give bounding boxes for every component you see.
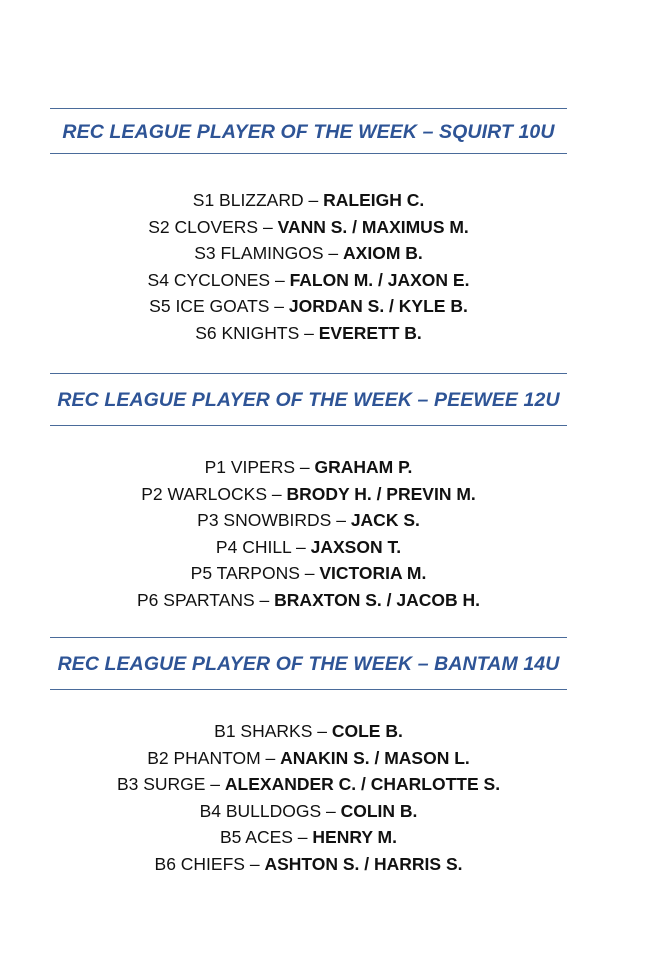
section-header-peewee-12u xyxy=(50,373,567,426)
list-item xyxy=(50,240,567,267)
separator: – xyxy=(260,747,281,768)
separator: – xyxy=(291,536,311,557)
separator: – xyxy=(303,190,324,210)
list-item xyxy=(50,560,567,587)
separator: – xyxy=(299,563,320,583)
list-item xyxy=(50,293,567,320)
team-name: P4 CHILL xyxy=(215,536,292,557)
list-item xyxy=(50,824,567,851)
separator: – xyxy=(205,774,225,794)
list-item xyxy=(50,481,567,508)
separator: – xyxy=(321,800,341,821)
team-name: S5 ICE GOATS xyxy=(149,296,270,316)
list-item xyxy=(50,745,567,772)
team-name: B3 SURGE xyxy=(116,774,206,794)
player-name: FALON M. / JAXON E. xyxy=(289,269,470,290)
team-name: P5 TARPONS xyxy=(190,563,300,583)
separator: – xyxy=(244,853,265,874)
team-name: S1 BLIZZARD xyxy=(192,190,304,210)
list-item xyxy=(50,851,567,878)
player-name: JORDAN S. / KYLE B. xyxy=(288,296,468,316)
list-item xyxy=(50,454,567,481)
separator: – xyxy=(331,510,351,530)
team-name: B2 PHANTOM xyxy=(147,747,261,768)
separator: – xyxy=(269,296,289,316)
list-item xyxy=(50,587,567,614)
section-title: REC LEAGUE PLAYER OF THE WEEK – BANTAM 14U xyxy=(57,653,560,675)
section-bantam-14u xyxy=(50,637,567,877)
section-peewee-12u xyxy=(50,373,567,613)
team-name: B6 CHIEFS xyxy=(154,853,245,874)
entry-list-bantam-14u xyxy=(50,718,567,877)
entry-list-peewee-12u xyxy=(50,454,567,613)
player-name: COLE B. xyxy=(331,721,403,741)
list-item xyxy=(50,771,567,798)
player-name: JAXSON T. xyxy=(310,536,402,557)
separator: – xyxy=(323,243,344,263)
team-name: S2 CLOVERS xyxy=(148,216,259,237)
list-item xyxy=(50,534,567,561)
player-name: VICTORIA M. xyxy=(319,563,427,583)
player-name: BRODY H. / PREVIN M. xyxy=(286,483,476,504)
player-name: RALEIGH C. xyxy=(323,190,425,210)
team-name: S4 CYCLONES xyxy=(147,269,271,290)
list-item xyxy=(50,798,567,825)
team-name: B1 SHARKS xyxy=(214,721,313,741)
team-name: P3 SNOWBIRDS xyxy=(197,510,332,530)
section-header-bantam-14u xyxy=(50,637,567,690)
separator: – xyxy=(312,721,332,741)
section-title: REC LEAGUE PLAYER OF THE WEEK – PEEWEE 12U xyxy=(57,389,560,411)
entry-list-squirt-10u xyxy=(50,187,567,346)
team-name: P6 SPARTANS xyxy=(137,589,255,610)
team-name: S6 KNIGHTS xyxy=(195,322,300,343)
separator: – xyxy=(295,457,315,477)
player-name: ASHTON S. / HARRIS S. xyxy=(264,853,463,874)
player-name: EVERETT B. xyxy=(318,322,422,343)
section-squirt-10u xyxy=(50,108,567,346)
team-name: P2 WARLOCKS xyxy=(141,483,267,504)
player-name: ALEXANDER C. / CHARLOTTE S. xyxy=(224,774,501,794)
player-name: ANAKIN S. / MASON L. xyxy=(280,747,470,768)
player-name: GRAHAM P. xyxy=(314,457,413,477)
list-item xyxy=(50,267,567,294)
list-item xyxy=(50,507,567,534)
separator: – xyxy=(267,483,287,504)
team-name: B5 ACES xyxy=(219,827,293,847)
list-item xyxy=(50,214,567,241)
list-item xyxy=(50,187,567,214)
list-item xyxy=(50,320,567,347)
player-name: VANN S. / MAXIMUS M. xyxy=(277,216,469,237)
team-name: P1 VIPERS xyxy=(204,457,296,477)
player-name: BRAXTON S. / JACOB H. xyxy=(274,589,480,610)
separator: – xyxy=(258,216,278,237)
separator: – xyxy=(254,589,275,610)
player-name: JACK S. xyxy=(350,510,420,530)
player-name: HENRY M. xyxy=(312,827,398,847)
player-name: AXIOM B. xyxy=(343,243,423,263)
list-item xyxy=(50,718,567,745)
separator: – xyxy=(299,322,319,343)
team-name: B4 BULLDOGS xyxy=(199,800,322,821)
separator: – xyxy=(292,827,313,847)
team-name: S3 FLAMINGOS xyxy=(194,243,324,263)
section-header-squirt-10u xyxy=(50,108,567,154)
player-name: COLIN B. xyxy=(340,800,418,821)
separator: – xyxy=(270,269,290,290)
section-title: REC LEAGUE PLAYER OF THE WEEK – SQUIRT 10U xyxy=(62,121,555,143)
